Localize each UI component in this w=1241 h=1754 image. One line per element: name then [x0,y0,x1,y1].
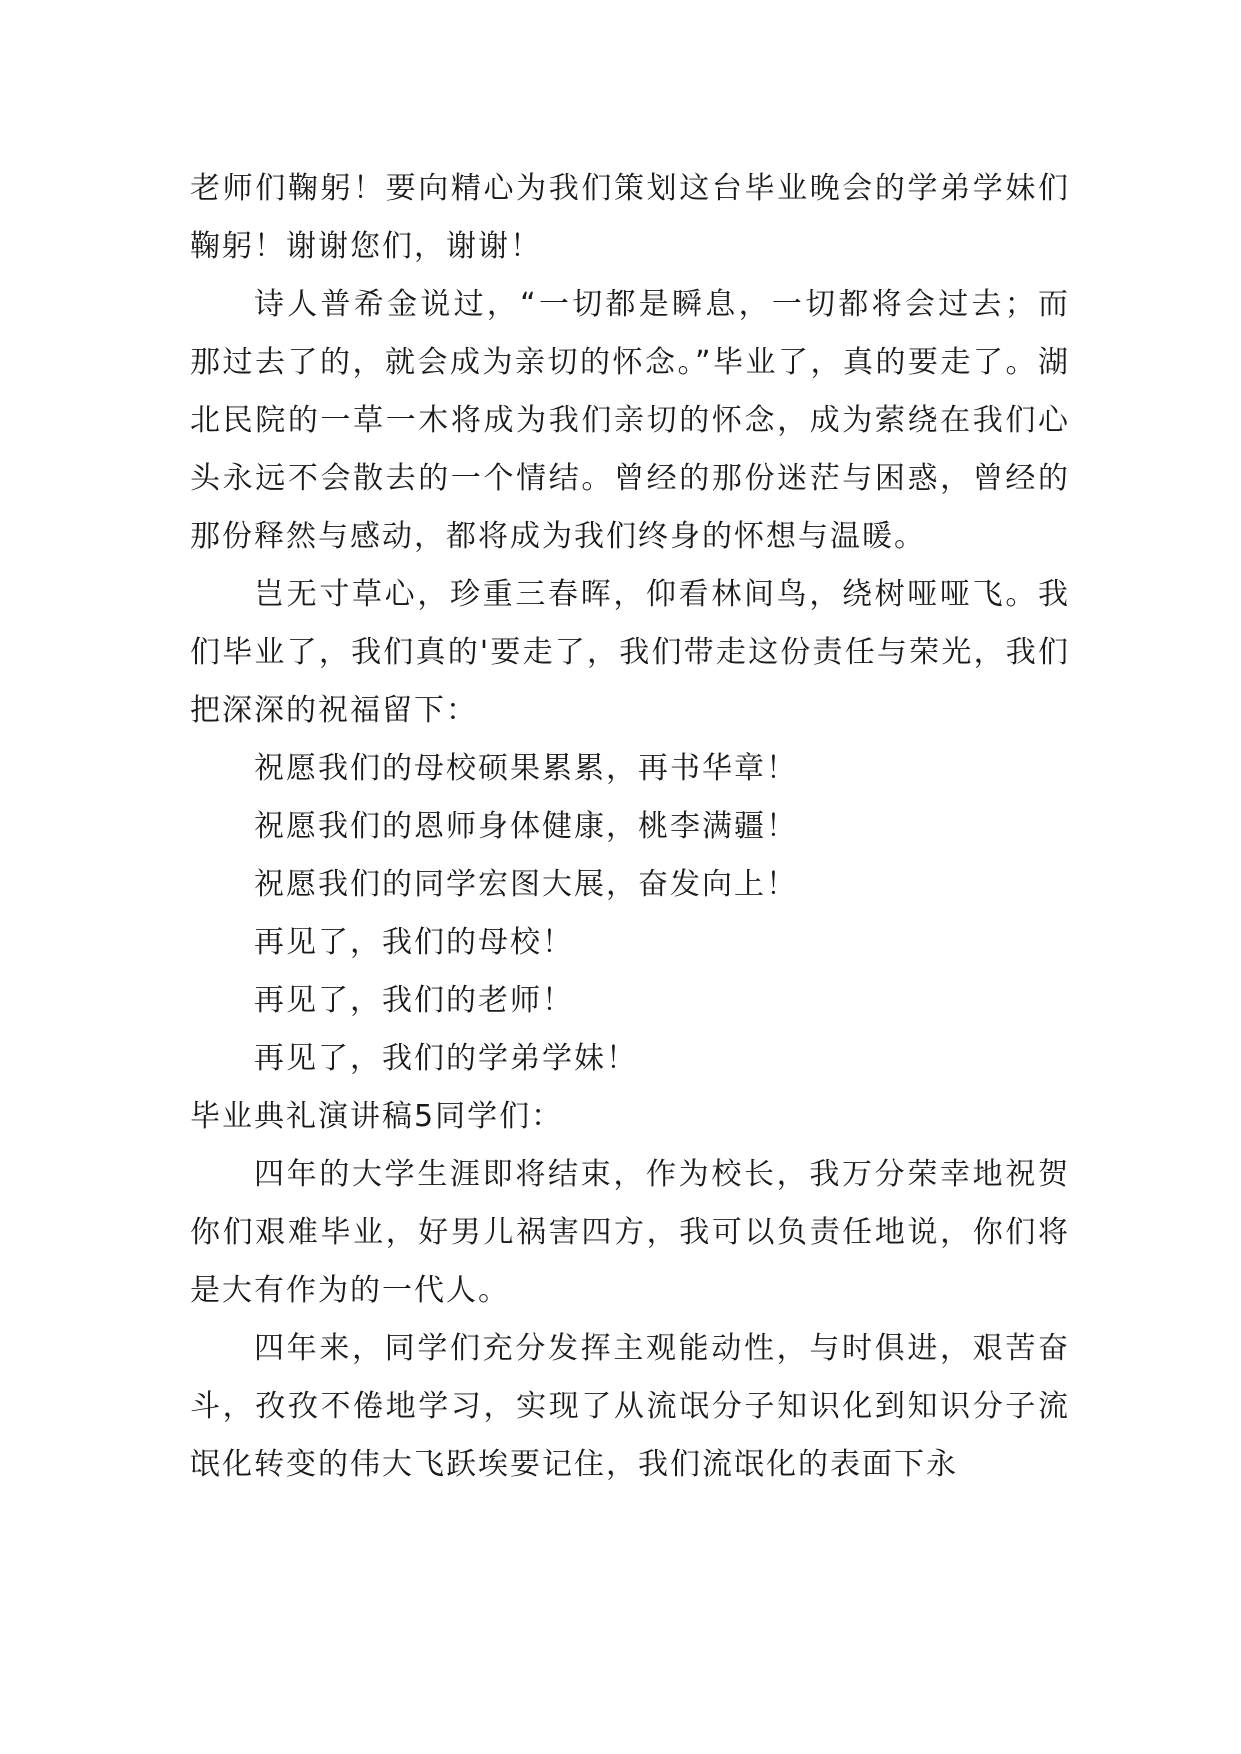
closing-paragraph-1: 四年的大学生涯即将结束，作为校长，我万分荣幸地祝贺你们艰难毕业，好男儿祸害四方，我可以负责任地说，你们将是大有作为的一代人。 [190,1157,1070,1308]
farewell-line-2: 再见了，我们的老师！ [254,983,574,1018]
paragraph-3: 岂无寸草心，珍重三春晖，仰看林间鸟，绕树哑哑飞。我们毕业了，我们真的'要走了，我们带走这份责任与荣光，我们把深深的祝福留下： [190,577,1070,728]
wish-line-2: 祝愿我们的恩师身体健康，桃李满疆！ [254,809,798,844]
wish-line-3: 祝愿我们的同学宏图大展，奋发向上！ [254,867,798,902]
paragraph-1: 老师们鞠躬！要向精心为我们策划这台毕业晚会的学弟学妹们鞠躬！谢谢您们，谢谢！ [190,171,1070,264]
closing-paragraph-2: 四年来，同学们充分发挥主观能动性，与时俱进，艰苦奋斗，孜孜不倦地学习，实现了从流氓分子知识化到知识分子流氓化转变的伟大飞跃埃要记住，我们流氓化的表面下永 [190,1331,1070,1482]
wish-line-1: 祝愿我们的母校硕果累累，再书华章！ [254,751,798,786]
farewell-line-1: 再见了，我们的母校！ [254,925,574,960]
farewell-line-3: 再见了，我们的学弟学妹！ [254,1041,638,1076]
paragraph-2: 诗人普希金说过，“一切都是瞬息，一切都将会过去；而那过去了的，就会成为亲切的怀念。”毕业了，真的要走了。湖北民院的一草一木将成为我们亲切的怀念，成为萦绕在我们心头永远不会散去的一个情结。曾经的那份迷茫与困惑，曾经的那份释然与感动，都将成为我们终身的怀想与温暖。 [190,287,1070,554]
section-heading: 毕业典礼演讲稿5同学们： [190,1099,564,1134]
document-body [190,160,1070,1494]
